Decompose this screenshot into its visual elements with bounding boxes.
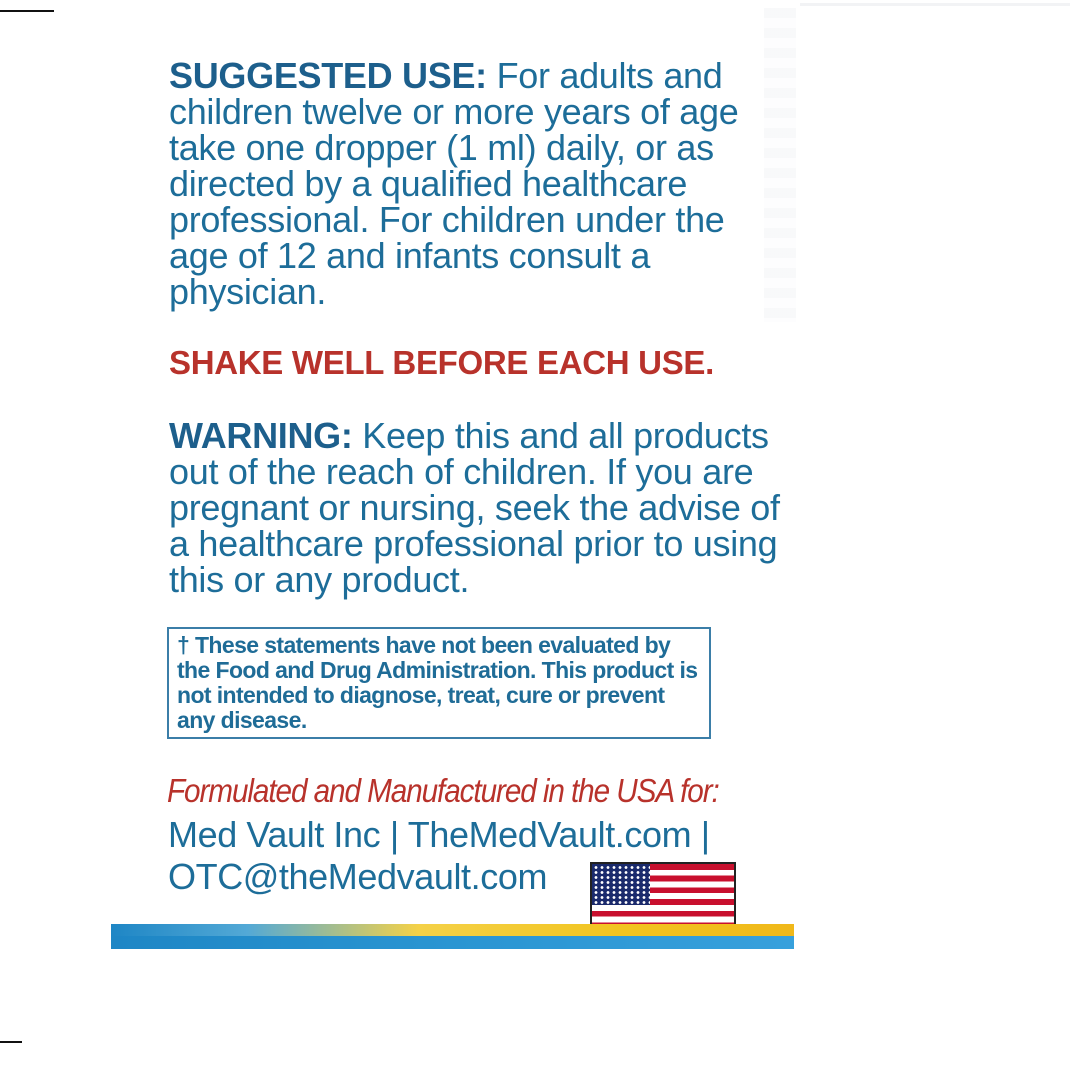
- manufacturer-tagline: Formulated and Manufactured in the USA for:: [167, 772, 719, 809]
- fda-disclaimer-text: † These statements have not been evaluated by the Food and Drug Administration. This product is not intended to diagnose, treat, cure or prevent any disease.: [177, 632, 698, 733]
- fda-disclaimer-box: [167, 627, 711, 739]
- warning-section: [169, 415, 799, 600]
- warning-text: Keep this and all products out of the reach of children. If you are pregnant or nursing, seek the advise of a healthcare professional prior to using this or any product.: [169, 415, 780, 600]
- manufacturer-contact: Med Vault Inc | TheMedVault.com | OTC@theMedvault.com: [168, 814, 710, 897]
- suggested-use-section: [169, 55, 789, 312]
- decorative-stripe-blue: [111, 936, 794, 949]
- flag-canton: [592, 864, 650, 905]
- suggested-use-text: For adults and children twelve or more years of age take one dropper (1 ml) daily, or as directed by a qualified healthcare professional. For children under the age of 12 and infants consult a physician.: [169, 55, 739, 312]
- shake-notice: SHAKE WELL BEFORE EACH USE.: [169, 344, 715, 381]
- crop-mark-bottom: [0, 1041, 22, 1043]
- suggested-use-heading: SUGGESTED USE:: [169, 55, 487, 96]
- faded-top-line: [800, 3, 1070, 6]
- warning-heading: WARNING:: [169, 415, 353, 456]
- crop-mark-top: [0, 10, 54, 12]
